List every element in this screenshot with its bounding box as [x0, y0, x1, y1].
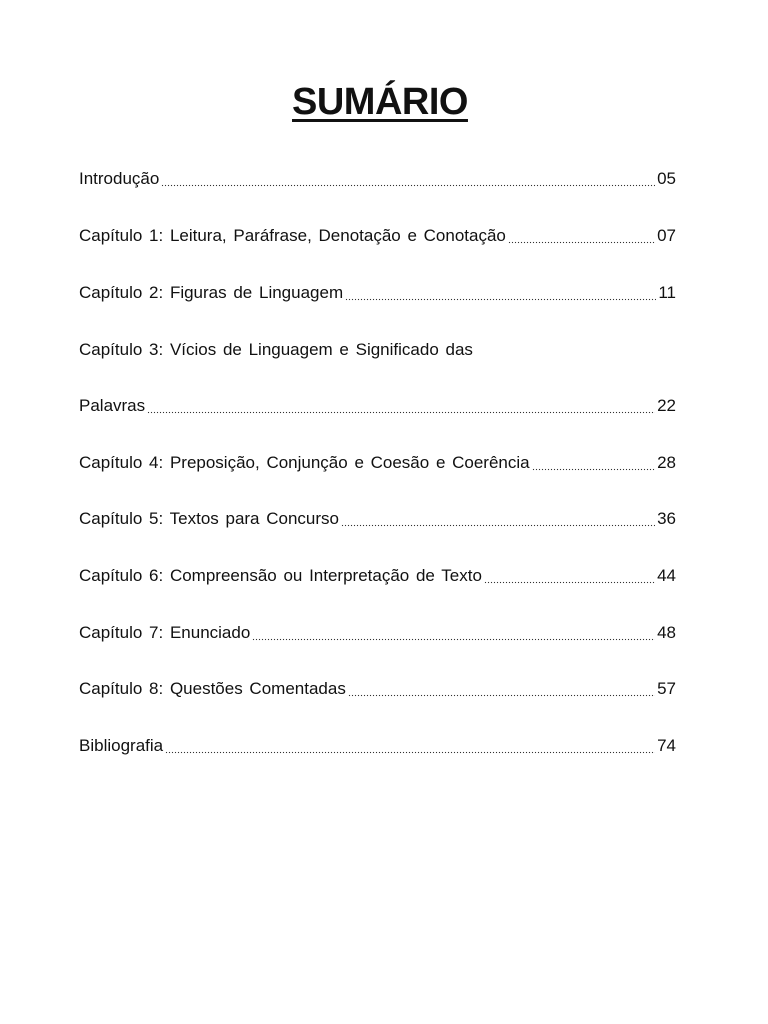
toc-entry-page-number: 48 [657, 623, 676, 642]
dot-leader [165, 748, 655, 754]
toc-entry-bibliografia[interactable] [79, 734, 676, 758]
toc-entry-label: Capítulo 2: Figuras de Linguagem [79, 283, 344, 302]
toc-entry-capitulo-3[interactable] [79, 338, 676, 362]
dot-leader [532, 465, 655, 471]
toc-entry-page-number: 74 [657, 736, 676, 755]
dot-leader [508, 238, 655, 244]
toc-entry-capitulo-3-continued[interactable] [79, 394, 676, 418]
toc-entry-label: Capítulo 7: Enunciado [79, 623, 251, 642]
toc-entry-label: Capítulo 3: Vícios de Linguagem e Significado das [79, 340, 473, 359]
toc-entry-label: Introdução [79, 169, 160, 188]
toc-entry-page-number: 07 [657, 226, 676, 245]
toc-entry-page-number: 57 [657, 679, 676, 698]
page-title: SUMÁRIO [292, 81, 468, 123]
toc-entry-page-number: 28 [657, 453, 676, 472]
toc-entry-label: Capítulo 4: Preposição, Conjunção e Coesão e Coerência [79, 453, 530, 472]
toc-entry-capitulo-8[interactable] [79, 677, 676, 701]
dot-leader [341, 521, 655, 527]
toc-entry-introducao[interactable] [79, 167, 676, 191]
toc-entry-capitulo-1[interactable] [79, 224, 676, 248]
toc-entry-capitulo-2[interactable] [79, 281, 676, 305]
toc-entry-label: Palavras [79, 396, 146, 415]
toc-entry-page-number: 22 [657, 396, 676, 415]
toc-entry-page-number: 36 [657, 509, 676, 528]
toc-entry-capitulo-7[interactable] [79, 621, 676, 645]
toc-entry-label: Capítulo 8: Questões Comentadas [79, 679, 346, 698]
dot-leader [345, 295, 656, 301]
toc-entry-capitulo-6[interactable] [79, 564, 676, 588]
dot-leader [147, 408, 655, 414]
dot-leader [161, 181, 655, 187]
toc-entry-page-number: 44 [657, 566, 676, 585]
toc-entry-page-number: 11 [658, 283, 676, 302]
toc-entry-capitulo-4[interactable] [79, 451, 676, 475]
toc-entry-label: Capítulo 6: Compreensão ou Interpretação de Texto [79, 566, 482, 585]
dot-leader [484, 578, 655, 584]
toc-entry-label: Capítulo 5: Textos para Concurso [79, 509, 339, 528]
toc-entry-label: Capítulo 1: Leitura, Paráfrase, Denotação e Conotação [79, 226, 506, 245]
dot-leader [252, 635, 655, 641]
toc-entry-capitulo-5[interactable] [79, 507, 676, 531]
toc-entry-page-number: 05 [657, 169, 676, 188]
dot-leader [348, 691, 655, 697]
toc-entry-label: Bibliografia [79, 736, 164, 755]
